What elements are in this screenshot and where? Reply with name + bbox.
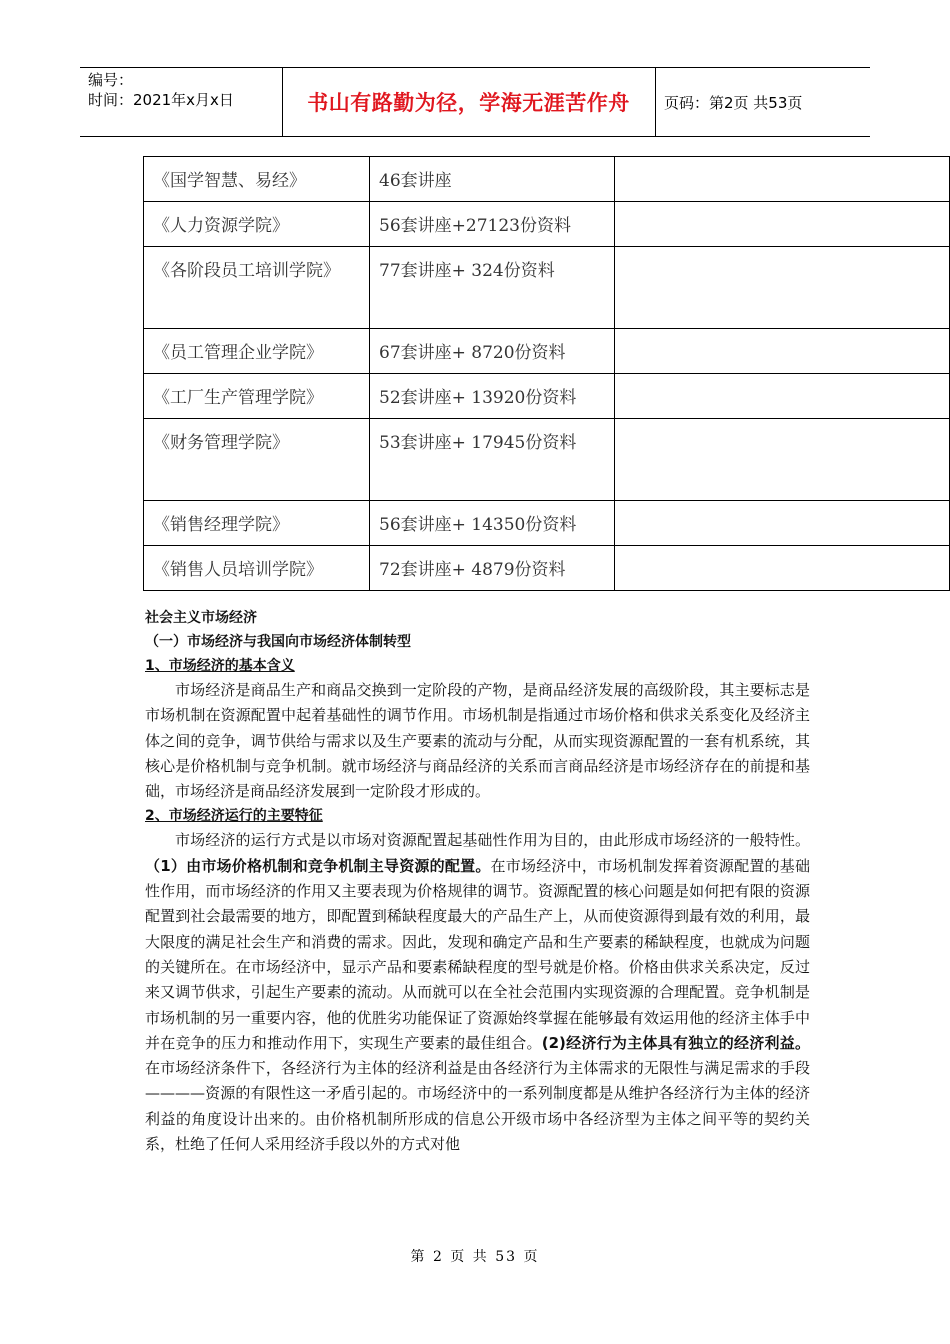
empty-cell bbox=[615, 374, 950, 419]
header-motto: 书山有路勤为径，学海无涯苦作舟 bbox=[307, 91, 630, 115]
empty-cell bbox=[615, 419, 950, 501]
article-title: 社会主义市场经济 bbox=[145, 610, 257, 626]
header-divider bbox=[655, 67, 656, 137]
empty-cell bbox=[615, 202, 950, 247]
course-content: 56套讲座+ 14350份资料 bbox=[370, 501, 615, 546]
course-content: 46套讲座 bbox=[370, 157, 615, 202]
course-content: 72套讲座+ 4879份资料 bbox=[370, 546, 615, 591]
bold-run: （1）由市场价格机制和竞争机制主导资源的配置。 bbox=[145, 856, 491, 875]
text-run: 在市场经济中，市场机制发挥着资源配置的基础性作用，而市场经济的作用又主要表现为价格规律的调节。资源配置的核心问题是如何把有限的资源配置到社会最需要的地方，即配置到稀缺程度最大的产品生产上，从而使资源得到最有效的利用，最大限度的满足社会生产和消费的需求。因此，发现和确定产品和生产要素的稀缺程度，也就成为问题的关键所在。在市场经济中，显示产品和要素稀缺程度的型号就是价格。价格由供求关系决定，反过来又调节供求，引起生产要素的流动。从而就可以在全社会范围内实现资源的合理配置。竞争机制是市场机制的另一重要内容，他的优胜劣功能保证了资源始终掌握在能够最有效运用他的经济主体手中并在竞争的压力和推动作用下，实现生产要素的最佳组合。 bbox=[145, 856, 810, 1052]
course-name: 《人力资源学院》 bbox=[144, 202, 370, 247]
header-page-info: 页码：第2页 共53页 bbox=[664, 93, 803, 112]
table-row bbox=[144, 501, 950, 546]
course-content: 52套讲座+ 13920份资料 bbox=[370, 374, 615, 419]
course-table bbox=[143, 156, 950, 591]
empty-cell bbox=[615, 501, 950, 546]
paragraph: 市场经济是商品生产和商品交换到一定阶段的产物，是商品经济发展的高级阶段，其主要标志是市场机制在资源配置中起着基础性的调节作用。市场机制是指通过市场价格和供求关系变化及经济主体之间的竞争，调节供给与需求以及生产要素的流动与分配，从而实现资源配置的一套有机系统，其核心是价格机制与竞争机制。就市场经济与商品经济的关系而言商品经济是市场经济存在的前提和基础，市场经济是商品经济发展到一定阶段才形成的。 bbox=[145, 681, 810, 801]
course-name: 《各阶段员工培训学院》 bbox=[144, 247, 370, 329]
header-meta bbox=[88, 70, 234, 110]
course-name: 《工厂生产管理学院》 bbox=[144, 374, 370, 419]
course-name: 《销售人员培训学院》 bbox=[144, 546, 370, 591]
subsection-heading: 1、市场经济的基本含义 bbox=[145, 658, 295, 674]
table-row bbox=[144, 157, 950, 202]
table-row bbox=[144, 546, 950, 591]
text-run: 在市场经济条件下，各经济行为主体的经济利益是由各经济行为主体需求的无限性与满足需求的手段————资源的有限性这一矛盾引起的。市场经济中的一系列制度都是从维护各经济行为主体的经济利益的角度设计出来的。由价格机制所形成的信息公开级市场中各经济型为主体之间平等的契约关系，杜绝了任何人采用经济手段以外的方式对他 bbox=[145, 1059, 810, 1154]
course-content: 77套讲座+ 324份资料 bbox=[370, 247, 615, 329]
article-body bbox=[145, 606, 810, 1157]
number-label: 编号： bbox=[88, 71, 134, 89]
table-row bbox=[144, 247, 950, 329]
date-label: 时间：2021年x月x日 bbox=[88, 91, 234, 109]
empty-cell bbox=[615, 329, 950, 374]
table-row bbox=[144, 329, 950, 374]
course-name: 《财务管理学院》 bbox=[144, 419, 370, 501]
empty-cell bbox=[615, 247, 950, 329]
course-name: 《国学智慧、易经》 bbox=[144, 157, 370, 202]
page-footer: 第 2 页 共 53 页 bbox=[410, 1249, 540, 1265]
course-content: 67套讲座+ 8720份资料 bbox=[370, 329, 615, 374]
course-name: 《销售经理学院》 bbox=[144, 501, 370, 546]
empty-cell bbox=[615, 157, 950, 202]
course-name: 《员工管理企业学院》 bbox=[144, 329, 370, 374]
course-content: 56套讲座+27123份资料 bbox=[370, 202, 615, 247]
paragraph bbox=[145, 828, 810, 1157]
table-row bbox=[144, 202, 950, 247]
section-heading: （一）市场经济与我国向市场经济体制转型 bbox=[145, 634, 411, 650]
course-content: 53套讲座+ 17945份资料 bbox=[370, 419, 615, 501]
table-row bbox=[144, 374, 950, 419]
page-header bbox=[80, 67, 870, 137]
bold-run: (2)经济行为主体具有独立的经济利益。 bbox=[541, 1033, 810, 1052]
subsection-heading: 2、市场经济运行的主要特征 bbox=[145, 808, 323, 825]
table-row bbox=[144, 419, 950, 501]
text-run: 市场经济的运行方式是以市场对资源配置起基础性作用为目的，由此形成市场经济的一般特性。 bbox=[175, 831, 810, 850]
empty-cell bbox=[615, 546, 950, 591]
